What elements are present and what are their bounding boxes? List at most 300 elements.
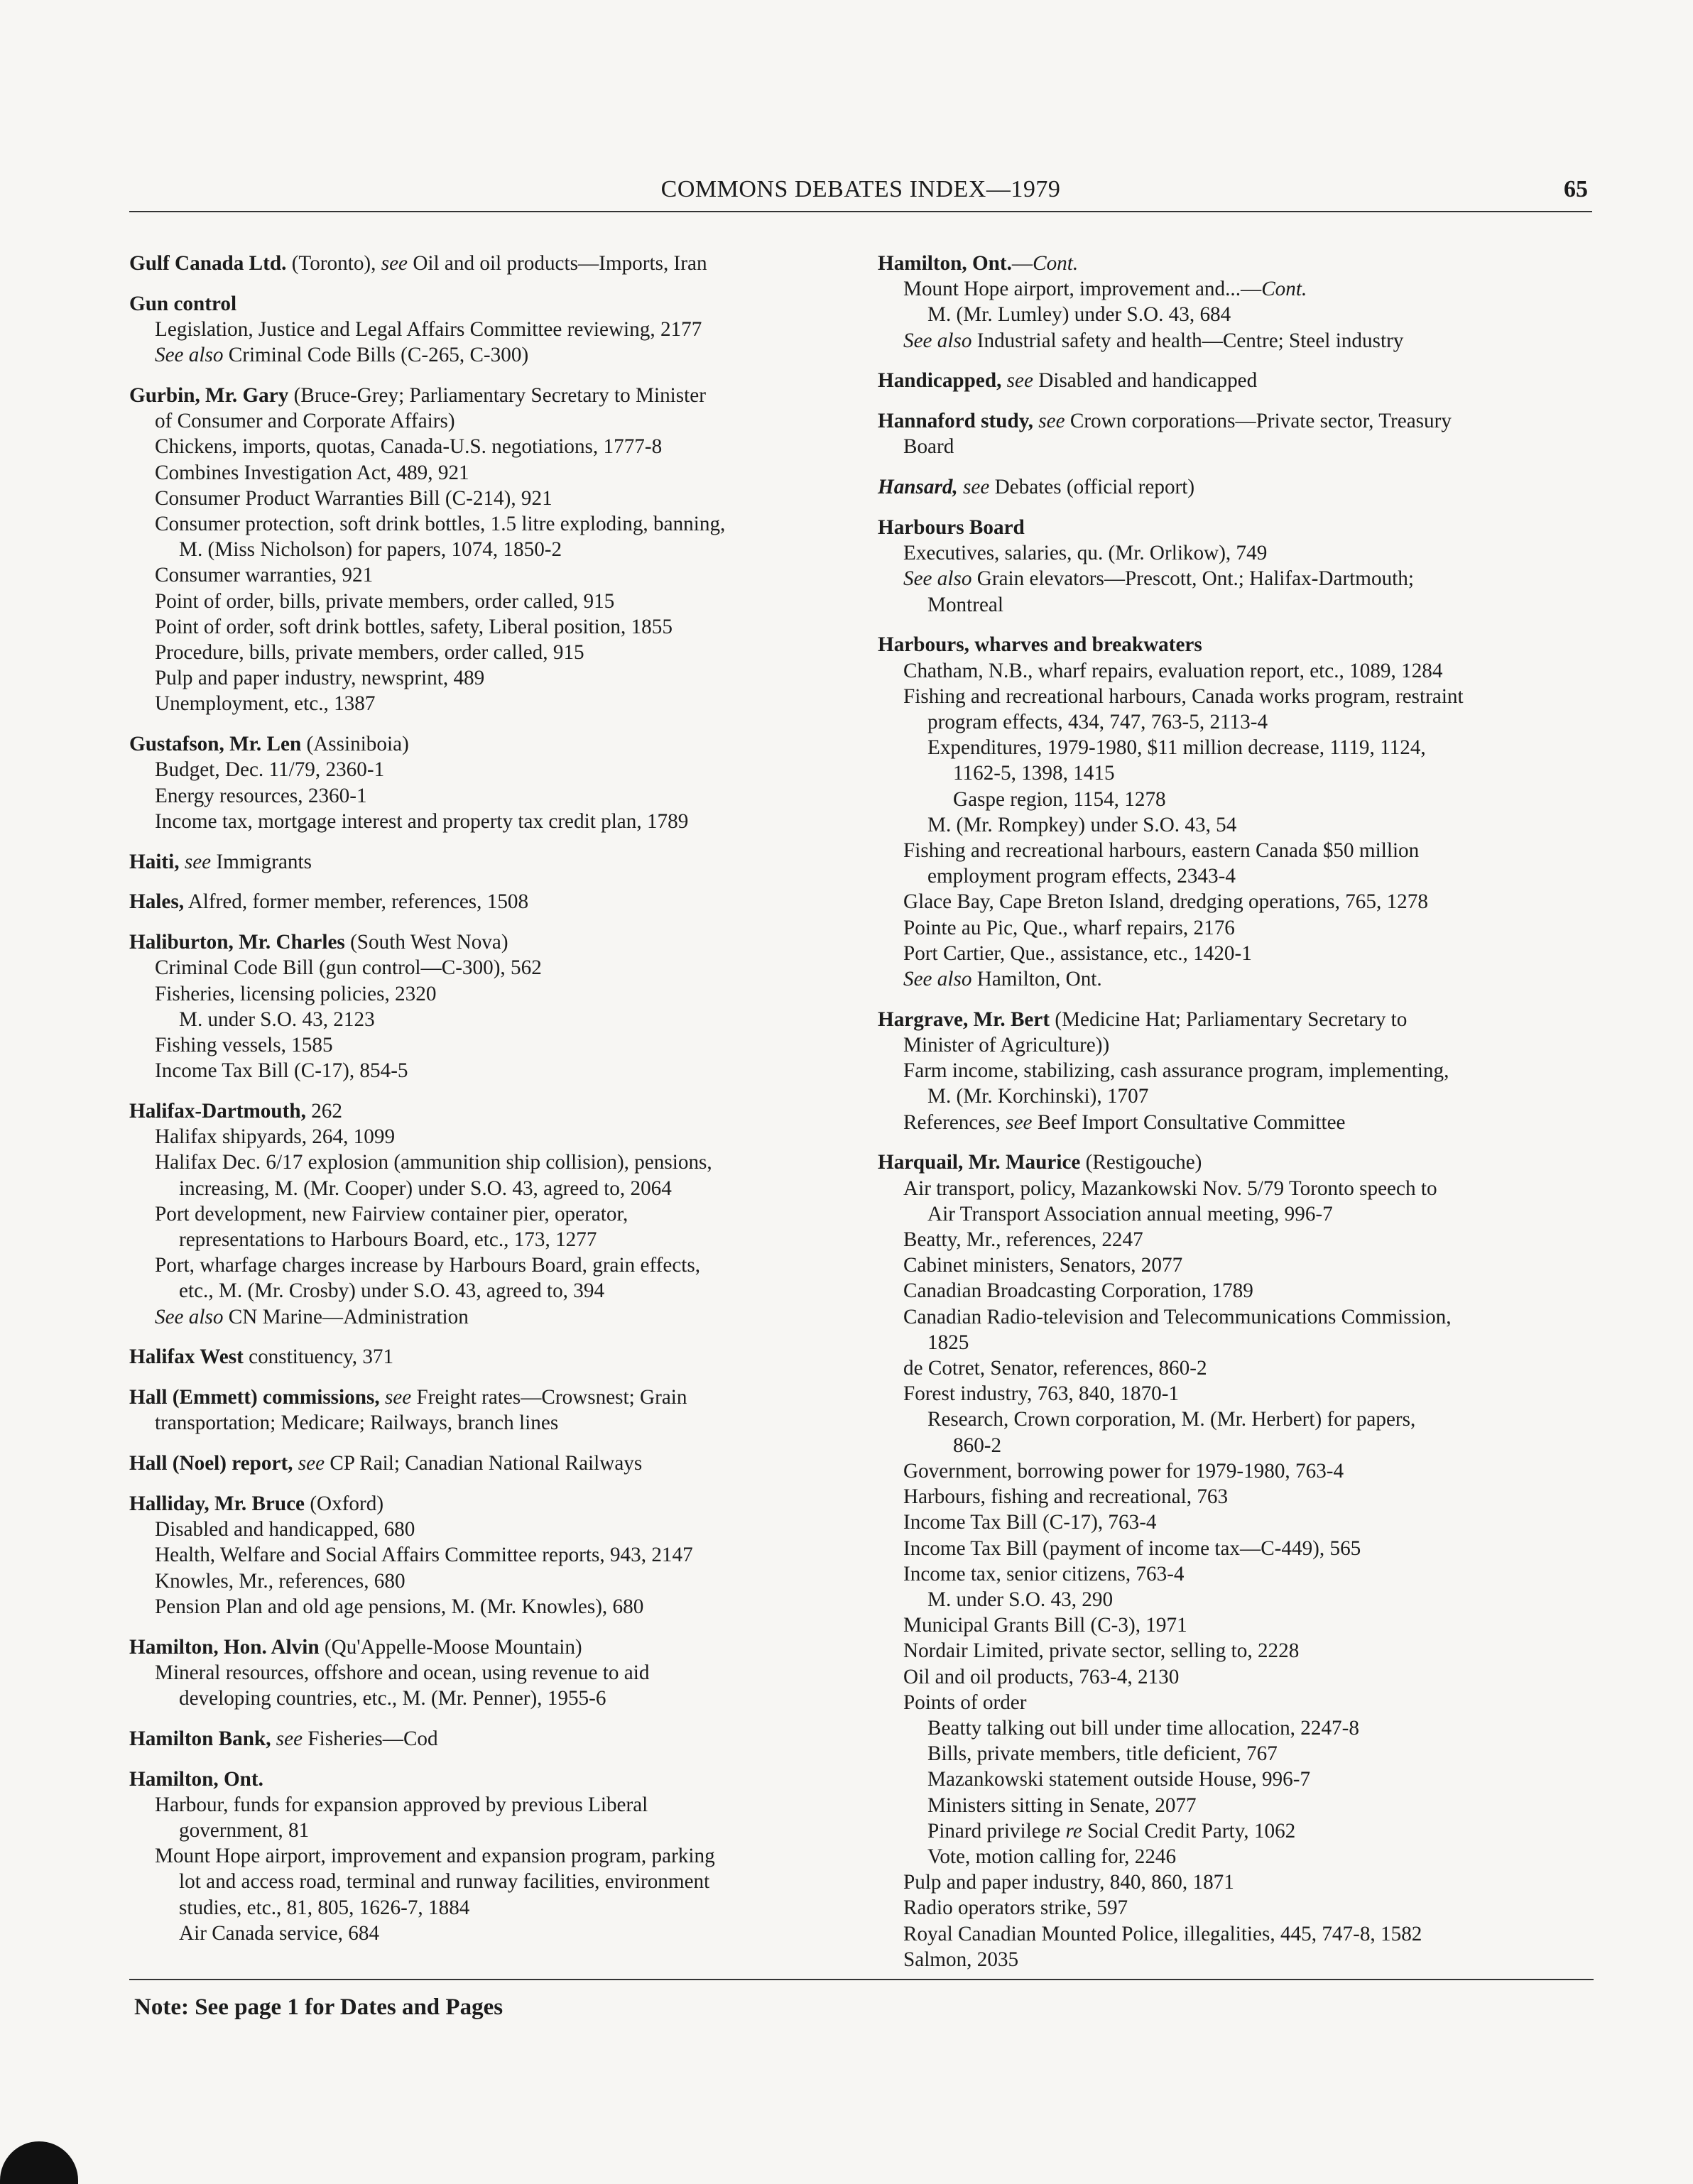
entry-subentry-line	[129, 1869, 861, 1894]
entry-text: Income Tax Bill (payment of income tax—C-449), 565	[903, 1536, 1361, 1560]
index-entry	[129, 1767, 861, 1946]
entry-subentry-line	[129, 614, 861, 640]
entry-text: Energy resources, 2360-1	[155, 784, 367, 807]
entry-subentry-line	[878, 915, 1595, 941]
entry-text: (Assiniboia)	[301, 733, 409, 756]
entry-text: Pension Plan and old age pensions, M. (Mr. Knowles), 680	[155, 1595, 644, 1618]
entry-subentry-line	[878, 863, 1595, 889]
entry-subentry-line	[878, 1818, 1595, 1844]
entry-text: Vote, motion calling for, 2246	[927, 1845, 1177, 1868]
entry-subentry-line	[129, 1895, 861, 1921]
entry-text: Royal Canadian Mounted Police, illegalities, 445, 747-8, 1582	[903, 1922, 1422, 1945]
entry-subentry-line	[129, 1007, 861, 1032]
entry-text: Fishing vessels, 1585	[155, 1034, 333, 1057]
entry-heading-line	[878, 515, 1595, 540]
entry-text: Pinard privilege	[927, 1819, 1066, 1842]
entry-text: Combines Investigation Act, 489, 921	[155, 461, 469, 484]
entry-subentry-line	[878, 941, 1595, 966]
entry-term: Gulf Canada Ltd.	[129, 252, 287, 275]
entry-text: Knowles, Mr., references, 680	[155, 1569, 405, 1593]
entry-text: Grain elevators—Prescott, Ont.; Halifax-Dartmouth;	[971, 567, 1414, 591]
entry-text	[958, 476, 963, 498]
index-column-left	[129, 251, 861, 1961]
entry-term: Halifax-Dartmouth,	[129, 1100, 306, 1123]
entry-subentry-line	[878, 1612, 1595, 1638]
entry-text: Halifax shipyards, 264, 1099	[155, 1125, 396, 1149]
entry-text: (Toronto),	[286, 252, 381, 275]
page-header	[129, 176, 1592, 212]
footer-rule	[129, 1979, 1594, 1980]
entry-text: M. under S.O. 43, 290	[927, 1588, 1114, 1611]
entry-subentry-line	[129, 1921, 861, 1946]
entry-subentry-line	[129, 1252, 861, 1278]
entry-text: Pulp and paper industry, newsprint, 489	[155, 667, 485, 690]
entry-text: Mount Hope airport, improvement and...—	[903, 278, 1262, 301]
footer-note: Note: See page 1 for Dates and Pages	[134, 1994, 503, 2020]
index-entry	[129, 251, 861, 276]
cross-reference-marker: see	[1038, 410, 1065, 433]
entry-text: Health, Welfare and Social Affairs Committee reports, 943, 2147	[155, 1544, 693, 1567]
cross-reference-marker: see	[1006, 1110, 1033, 1134]
entry-subentry-line	[878, 328, 1595, 354]
entry-subentry-line	[878, 889, 1595, 914]
entry-subentry-line	[129, 1818, 861, 1843]
cross-reference-marker: See also	[903, 968, 972, 991]
entry-subentry-line	[878, 760, 1595, 786]
entry-subentry-line	[878, 684, 1595, 709]
entry-heading-line	[878, 474, 1595, 500]
entry-term: Hannaford study,	[878, 410, 1033, 433]
cross-reference-marker: see	[384, 1386, 412, 1409]
index-entry	[878, 632, 1595, 992]
entry-text: —	[1011, 252, 1033, 275]
entry-subentry-line	[878, 709, 1595, 735]
entry-subentry-line	[878, 1561, 1595, 1587]
entry-subentry-line	[878, 1638, 1595, 1664]
entry-heading-line	[129, 1767, 861, 1792]
entry-heading-line	[129, 1451, 861, 1476]
entry-text: Mazankowski statement outside House, 996-7	[927, 1768, 1311, 1791]
entry-text: Crown corporations—Private sector, Treasury	[1065, 410, 1452, 433]
entry-subentry-line	[129, 317, 861, 342]
entry-term: Harquail, Mr. Maurice	[878, 1151, 1081, 1174]
entry-subentry-line	[878, 1484, 1595, 1509]
entry-term: Gurbin, Mr. Gary	[129, 384, 289, 407]
entry-subentry-line	[878, 592, 1595, 618]
entry-subentry-line	[878, 1509, 1595, 1535]
entry-subentry-line	[878, 276, 1595, 302]
entry-text: Pointe au Pic, Que., wharf repairs, 2176	[903, 916, 1235, 939]
index-entry	[129, 731, 861, 834]
cross-reference-marker: Cont.	[1261, 278, 1307, 301]
cross-reference-marker: see	[298, 1452, 325, 1475]
entry-subentry-line	[878, 1355, 1595, 1381]
entry-text: Unemployment, etc., 1387	[155, 692, 376, 716]
entry-subentry-line	[878, 302, 1595, 327]
entry-text: Beef Import Consultative Committee	[1032, 1110, 1346, 1134]
entry-subentry-line	[878, 735, 1595, 760]
entry-text: Research, Crown corporation, M. (Mr. Herbert) for papers,	[927, 1408, 1416, 1431]
entry-subentry-line	[878, 1201, 1595, 1227]
entry-text: program effects, 434, 747, 763-5, 2113-4	[927, 711, 1268, 734]
entry-subentry-line	[129, 640, 861, 665]
entry-subentry-line	[129, 408, 861, 434]
entry-text: M. (Miss Nicholson) for papers, 1074, 1850-2	[179, 538, 562, 562]
entry-term: Handicapped,	[878, 369, 1002, 393]
entry-text: Chickens, imports, quotas, Canada-U.S. negotiations, 1777-8	[155, 435, 663, 459]
entry-text: Consumer warranties, 921	[155, 564, 374, 587]
entry-text: Harbours, fishing and recreational, 763	[903, 1485, 1229, 1509]
entry-text: Income Tax Bill (C-17), 854-5	[155, 1059, 408, 1083]
entry-text: Air Transport Association annual meeting, 996-7	[927, 1202, 1333, 1225]
index-entry	[129, 291, 861, 368]
cross-reference-marker: see	[184, 850, 212, 873]
entry-text: Nordair Limited, private sector, selling to, 2228	[903, 1639, 1300, 1663]
entry-text: Cabinet ministers, Senators, 2077	[903, 1254, 1183, 1277]
entry-subentry-line	[129, 460, 861, 486]
cross-reference-marker: see	[381, 252, 408, 275]
entry-text: Disabled and handicapped	[1033, 369, 1258, 393]
index-entry	[129, 889, 861, 914]
entry-subentry-line	[878, 966, 1595, 992]
entry-text: Freight rates—Crowsnest; Grain	[411, 1386, 687, 1409]
entry-subentry-line	[129, 1542, 861, 1568]
entry-text: Salmon, 2035	[903, 1948, 1019, 1971]
entry-heading-line	[878, 632, 1595, 657]
entry-text	[271, 1727, 276, 1750]
entry-subentry-line	[878, 1032, 1595, 1058]
entry-subentry-line	[129, 589, 861, 614]
entry-text: Chatham, N.B., wharf repairs, evaluation report, etc., 1089, 1284	[903, 659, 1443, 682]
entry-subentry-line	[878, 1587, 1595, 1612]
index-entry	[129, 929, 861, 1083]
entry-text: Alfred, former member, references, 1508	[184, 890, 529, 914]
entry-subentry-line	[878, 1381, 1595, 1407]
entry-subentry-line	[878, 838, 1595, 863]
entry-text: Port development, new Fairview container pier, operator,	[155, 1202, 628, 1225]
entry-term: Hall (Emmett) commissions,	[129, 1386, 380, 1409]
entry-text: (Restigouche)	[1080, 1151, 1202, 1174]
entry-text: representations to Harbours Board, etc., 173, 1277	[179, 1228, 597, 1252]
entry-subentry-line	[878, 1947, 1595, 1972]
entry-subentry-line	[878, 1252, 1595, 1278]
entry-text: Fishing and recreational harbours, eastern Canada $50 million	[903, 839, 1420, 863]
index-entry	[878, 251, 1595, 354]
entry-term: Hargrave, Mr. Bert	[878, 1008, 1050, 1031]
entry-subentry-line	[878, 1767, 1595, 1792]
entry-subentry-line	[878, 1083, 1595, 1109]
entry-text: Pulp and paper industry, 840, 860, 1871	[903, 1871, 1234, 1894]
entry-text: Social Credit Party, 1062	[1082, 1819, 1296, 1842]
entry-text: Oil and oil products, 763-4, 2130	[903, 1665, 1180, 1688]
entry-heading-line	[129, 849, 861, 875]
entry-text: transportation; Medicare; Railways, branch lines	[155, 1412, 559, 1435]
cross-reference-marker: see	[963, 476, 990, 499]
entry-subentry-line	[129, 1660, 861, 1686]
entry-subentry-line	[129, 342, 861, 368]
entry-text: CP Rail; Canadian National Railways	[325, 1452, 643, 1475]
cross-reference-marker: See also	[903, 567, 972, 591]
entry-subentry-line	[878, 1058, 1595, 1083]
entry-subentry-line	[129, 1517, 861, 1542]
entry-text: Procedure, bills, private members, order called, 915	[155, 641, 584, 665]
entry-text: Fisheries, licensing policies, 2320	[155, 982, 437, 1005]
entry-text: 860-2	[953, 1434, 1002, 1457]
entry-subentry-line	[878, 434, 1595, 459]
entry-subentry-line	[129, 1278, 861, 1304]
entry-subentry-line	[129, 955, 861, 981]
entry-term: Halifax West	[129, 1345, 244, 1369]
entry-text: Oil and oil products—Imports, Iran	[408, 252, 707, 275]
entry-text: Consumer protection, soft drink bottles, 1.5 litre exploding, banning,	[155, 513, 726, 536]
entry-text: Fisheries—Cod	[303, 1727, 438, 1750]
entry-term: Hall (Noel) report,	[129, 1452, 293, 1475]
entry-subentry-line	[129, 1304, 861, 1330]
scan-artifact	[0, 2141, 78, 2184]
entry-term: Hamilton, Ont.	[878, 252, 1012, 275]
entry-text: Budget, Dec. 11/79, 2360-1	[155, 758, 385, 782]
cross-reference-marker: see	[1006, 369, 1033, 393]
entry-subentry-line	[878, 540, 1595, 566]
entry-text: M. (Mr. Lumley) under S.O. 43, 684	[927, 303, 1231, 327]
entry-text: Points of order	[903, 1691, 1027, 1714]
entry-text: References,	[903, 1110, 1006, 1134]
entry-subentry-line	[129, 809, 861, 834]
entry-text: Bills, private members, title deficient, 767	[927, 1742, 1278, 1766]
index-entry	[129, 1451, 861, 1476]
entry-text: Point of order, soft drink bottles, safety, Liberal position, 1855	[155, 615, 673, 638]
entry-term: Haliburton, Mr. Charles	[129, 931, 345, 954]
entry-text: Government, borrowing power for 1979-1980, 763-4	[903, 1459, 1344, 1483]
entry-text: Mineral resources, offshore and ocean, using revenue to aid	[155, 1661, 650, 1684]
entry-heading-line	[129, 731, 861, 757]
entry-text: lot and access road, terminal and runway facilities, environment	[179, 1870, 710, 1894]
entry-text: Minister of Agriculture))	[903, 1034, 1110, 1057]
entry-heading-line	[129, 929, 861, 955]
entry-subentry-line	[129, 1568, 861, 1594]
entry-text: 1162-5, 1398, 1415	[953, 762, 1115, 785]
entry-subentry-line	[878, 1330, 1595, 1355]
entry-text: Income Tax Bill (C-17), 763-4	[903, 1511, 1157, 1534]
entry-subentry-line	[129, 434, 861, 459]
entry-subentry-line	[878, 812, 1595, 838]
entry-text: Criminal Code Bill (gun control—C-300), 562	[155, 956, 542, 980]
entry-term: Gustafson, Mr. Len	[129, 733, 302, 756]
entry-term: Hamilton, Hon. Alvin	[129, 1635, 320, 1659]
entry-subentry-line	[878, 1715, 1595, 1741]
entry-subentry-line	[878, 1278, 1595, 1304]
entry-heading-line	[129, 251, 861, 276]
entry-heading-line	[129, 1344, 861, 1370]
entry-text: increasing, M. (Mr. Cooper) under S.O. 43, agreed to, 2064	[179, 1176, 672, 1200]
entry-text: CN Marine—Administration	[223, 1305, 469, 1328]
entry-text: Board	[903, 435, 954, 459]
entry-term: Harbours, wharves and breakwaters	[878, 633, 1202, 657]
index-entry	[129, 1726, 861, 1752]
entry-text: Port, wharfage charges increase by Harbours Board, grain effects,	[155, 1254, 701, 1277]
entry-text: Legislation, Justice and Legal Affairs Committee reviewing, 2177	[155, 318, 702, 341]
index-entry	[129, 1491, 861, 1620]
entry-subentry-line	[129, 1032, 861, 1058]
entry-subentry-line	[129, 1594, 861, 1620]
entry-subentry-line	[878, 1304, 1595, 1330]
entry-text: Disabled and handicapped, 680	[155, 1518, 415, 1541]
entry-text: Immigrants	[211, 850, 312, 873]
entry-text: Debates (official report)	[989, 476, 1195, 499]
entry-text: government, 81	[179, 1819, 310, 1842]
entry-text	[180, 851, 185, 873]
entry-subentry-line	[878, 1895, 1595, 1921]
entry-text: (Bruce-Grey; Parliamentary Secretary to Minister	[288, 384, 706, 407]
index-entry	[129, 1344, 861, 1370]
entry-subentry-line	[129, 1176, 861, 1201]
entry-text: Harbour, funds for expansion approved by previous Liberal	[155, 1793, 648, 1816]
entry-text: M. (Mr. Rompkey) under S.O. 43, 54	[927, 813, 1237, 836]
entry-heading-line	[878, 1150, 1595, 1175]
entry-text: employment program effects, 2343-4	[927, 865, 1236, 888]
entry-subentry-line	[129, 665, 861, 691]
entry-text: Montreal	[927, 593, 1003, 616]
entry-term: Hamilton, Ont.	[129, 1767, 263, 1791]
entry-subentry-line	[878, 1407, 1595, 1432]
index-entry	[878, 1150, 1595, 1972]
entry-text: etc., M. (Mr. Crosby) under S.O. 43, agreed to, 394	[179, 1279, 605, 1303]
entry-text: Radio operators strike, 597	[903, 1896, 1128, 1920]
entry-text: Point of order, bills, private members, order called, 915	[155, 589, 615, 613]
index-entry	[129, 1634, 861, 1712]
entry-text: Criminal Code Bills (C-265, C-300)	[223, 344, 529, 367]
entry-text	[1001, 369, 1006, 392]
entry-text: 262	[305, 1100, 342, 1123]
cross-reference-marker: See also	[903, 329, 972, 352]
entry-heading-line	[129, 1491, 861, 1517]
entry-subentry-line	[129, 1843, 861, 1869]
entry-text: Forest industry, 763, 840, 1870-1	[903, 1382, 1180, 1406]
entry-text: de Cotret, Senator, references, 860-2	[903, 1357, 1207, 1380]
entry-heading-line	[129, 1385, 861, 1410]
entry-heading-line	[129, 1634, 861, 1660]
entry-subentry-line	[878, 1433, 1595, 1458]
entry-term: Gun control	[129, 292, 237, 315]
entry-text: Beatty talking out bill under time allocation, 2247-8	[927, 1716, 1359, 1740]
entry-text: Income tax, mortgage interest and property tax credit plan, 1789	[155, 809, 689, 833]
index-column-right	[878, 251, 1595, 1987]
entry-subentry-line	[878, 658, 1595, 684]
entry-subentry-line	[129, 1150, 861, 1175]
page-title: COMMONS DEBATES INDEX—1979	[660, 176, 1061, 202]
entry-heading-line	[129, 1726, 861, 1752]
entry-heading-line	[129, 1098, 861, 1124]
entry-subentry-line	[878, 1176, 1595, 1201]
entry-text	[293, 1452, 298, 1475]
entry-text: Industrial safety and health—Centre; Steel industry	[971, 329, 1404, 352]
entry-text: Fishing and recreational harbours, Canada works program, restraint	[903, 684, 1464, 708]
entry-subentry-line	[878, 1844, 1595, 1869]
entry-subentry-line	[878, 1458, 1595, 1484]
entry-text: (Qu'Appelle-Moose Mountain)	[319, 1635, 582, 1659]
entry-subentry-line	[129, 486, 861, 511]
entry-subentry-line	[878, 566, 1595, 591]
cross-reference-marker: see	[276, 1727, 303, 1750]
entry-text: Glace Bay, Cape Breton Island, dredging operations, 765, 1278	[903, 890, 1428, 914]
entry-subentry-line	[878, 1536, 1595, 1561]
entry-subentry-line	[129, 1686, 861, 1711]
entry-term: Hamilton Bank,	[129, 1727, 271, 1750]
entry-term: Halliday, Mr. Bruce	[129, 1492, 305, 1516]
cross-reference-marker: See also	[155, 344, 224, 367]
entry-text: (Oxford)	[305, 1492, 384, 1516]
entry-subentry-line	[129, 783, 861, 809]
entry-subentry-line	[878, 1921, 1595, 1947]
entry-subentry-line	[878, 1690, 1595, 1715]
index-entry	[878, 515, 1595, 618]
index-entry	[878, 1007, 1595, 1135]
entry-text: Canadian Radio-television and Telecommunications Commission,	[903, 1305, 1452, 1328]
entry-heading-line	[129, 291, 861, 317]
entry-subentry-line	[129, 981, 861, 1007]
entry-term: Hansard,	[878, 476, 958, 499]
entry-text: M. (Mr. Korchinski), 1707	[927, 1085, 1149, 1108]
entry-text: Farm income, stabilizing, cash assurance program, implementing,	[903, 1059, 1449, 1083]
entry-subentry-line	[129, 1124, 861, 1150]
entry-subentry-line	[878, 1664, 1595, 1690]
entry-text: studies, etc., 81, 805, 1626-7, 1884	[179, 1896, 470, 1919]
entry-subentry-line	[129, 691, 861, 716]
entry-text: Gaspe region, 1154, 1278	[953, 787, 1166, 811]
entry-text: Executives, salaries, qu. (Mr. Orlikow), 749	[903, 542, 1268, 565]
entry-text: Ministers sitting in Senate, 2077	[927, 1793, 1197, 1817]
entry-term: Haiti,	[129, 850, 180, 873]
index-entry	[129, 383, 861, 717]
entry-text: 1825	[927, 1331, 969, 1354]
entry-text: Municipal Grants Bill (C-3), 1971	[903, 1614, 1187, 1637]
entry-text: constituency, 371	[243, 1345, 394, 1369]
page-number: 65	[1564, 176, 1588, 202]
entry-subentry-line	[129, 1792, 861, 1818]
entry-subentry-line	[878, 1741, 1595, 1767]
index-entry	[129, 849, 861, 875]
entry-text: M. under S.O. 43, 2123	[179, 1008, 375, 1031]
index-entry	[878, 408, 1595, 459]
entry-subentry-line	[878, 1869, 1595, 1895]
entry-text: Halifax Dec. 6/17 explosion (ammunition ship collision), pensions,	[155, 1151, 712, 1174]
entry-heading-line	[129, 383, 861, 408]
entry-text: Canadian Broadcasting Corporation, 1789	[903, 1279, 1253, 1303]
entry-text: Hamilton, Ont.	[971, 968, 1102, 991]
entry-subentry-line	[129, 757, 861, 782]
index-entry	[129, 1385, 861, 1436]
entry-text: Air Canada service, 684	[179, 1921, 380, 1945]
entry-heading-line	[878, 251, 1595, 276]
entry-text: Expenditures, 1979-1980, $11 million decrease, 1119, 1124,	[927, 736, 1426, 760]
index-entry	[878, 368, 1595, 393]
entry-subentry-line	[129, 1227, 861, 1252]
entry-subentry-line	[129, 562, 861, 588]
cross-reference-marker: See also	[155, 1305, 224, 1328]
entry-subentry-line	[878, 1793, 1595, 1818]
entry-heading-line	[878, 368, 1595, 393]
entry-text: (Medicine Hat; Parliamentary Secretary to	[1050, 1008, 1408, 1031]
cross-reference-marker: re	[1065, 1819, 1082, 1842]
index-entry	[878, 474, 1595, 500]
entry-text: Air transport, policy, Mazankowski Nov. 5/79 Toronto speech to	[903, 1176, 1437, 1200]
entry-subentry-line	[129, 537, 861, 562]
entry-subentry-line	[878, 1110, 1595, 1135]
entry-text: of Consumer and Corporate Affairs)	[155, 410, 455, 433]
entry-text: Income tax, senior citizens, 763-4	[903, 1562, 1185, 1585]
header-rule	[129, 211, 1592, 212]
entry-text: Consumer Product Warranties Bill (C-214), 921	[155, 486, 552, 510]
